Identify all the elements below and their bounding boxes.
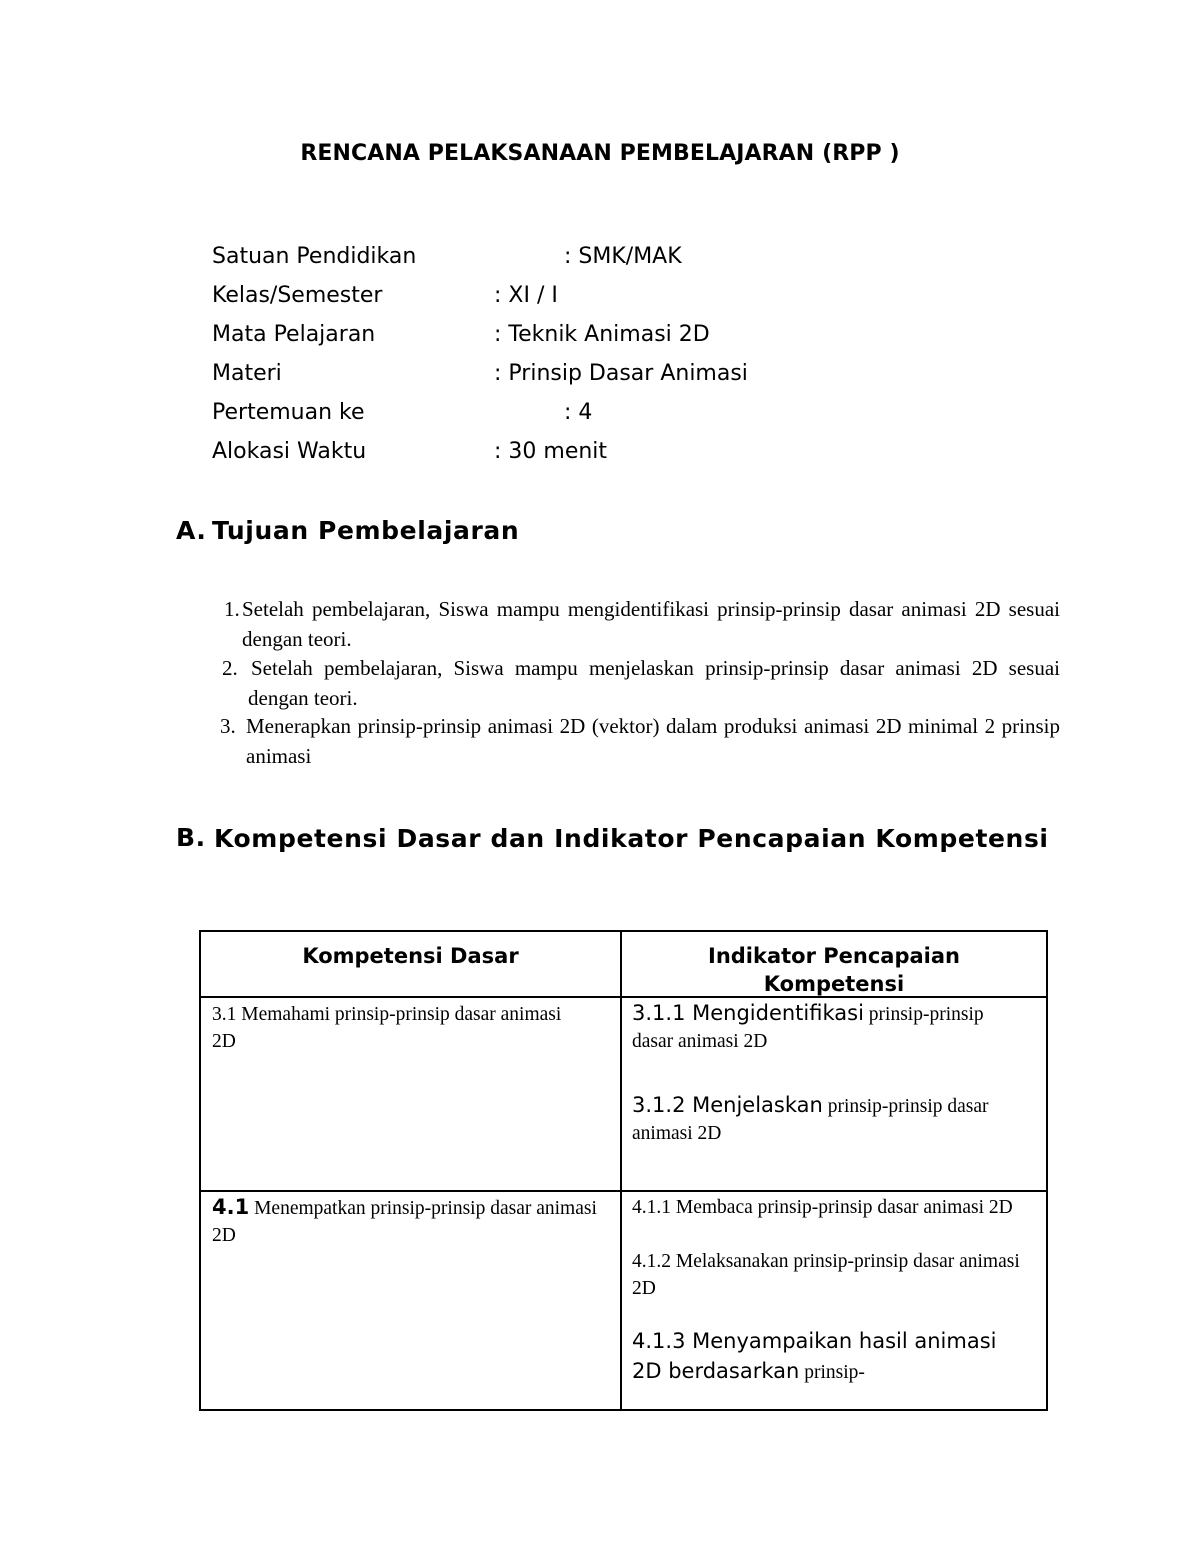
table-border-right xyxy=(1046,930,1048,1411)
objective-item xyxy=(218,654,1060,713)
indicator-item: 4.1.2 Melaksanakan prinsip-prinsip dasar animasi 2D xyxy=(632,1251,1020,1299)
indicator-item xyxy=(632,1000,1012,1055)
indicator-code: 3.1.2 Menjelaskan xyxy=(632,1093,823,1117)
table-header-kd: Kompetensi Dasar xyxy=(302,944,519,968)
kd-text: Menempatkan prinsip-prinsip dasar animasi 2D xyxy=(212,1198,597,1246)
identity-label: Kelas/Semester xyxy=(212,283,383,308)
indicator-item: 4.1.1 Membaca prinsip-prinsip dasar animasi 2D xyxy=(632,1197,1013,1218)
section-letter: A. xyxy=(176,516,207,545)
document-title: RENCANA PELAKSANAAN PEMBELAJARAN (RPP ) xyxy=(300,141,900,166)
row2-kd-cell xyxy=(212,1194,597,1249)
objective-text: Setelah pembelajaran, Siswa mampu mengidentifikasi prinsip-prinsip dasar animasi 2D sesuai dengan teori. xyxy=(242,597,1060,651)
objective-item xyxy=(218,595,1060,654)
objective-text: Menerapkan prinsip-prinsip animasi 2D (vektor) dalam produksi animasi 2D minimal 2 prinsip animasi xyxy=(246,714,1060,768)
identity-label: Pertemuan ke xyxy=(212,400,365,425)
row1-kd-cell: 3.1 Memahami prinsip-prinsip dasar animasi 2D xyxy=(212,1004,562,1052)
indicator-code: 3.1.1 Mengidentifikasi xyxy=(632,1001,864,1025)
identity-label: Satuan Pendidikan xyxy=(212,244,417,269)
indicator-item xyxy=(632,1092,1012,1147)
section-letter: B. xyxy=(176,823,206,852)
row2-indicators-cell xyxy=(632,1194,1032,1387)
objective-number: 1. xyxy=(224,597,240,621)
identity-value: : SMK/MAK xyxy=(564,244,682,269)
identity-label: Materi xyxy=(212,361,282,386)
indicator-text: prinsip-prinsip dasar animasi 2D xyxy=(632,1004,984,1052)
identity-value: : XI / I xyxy=(494,283,558,308)
identity-value: : 30 menit xyxy=(494,439,608,464)
indicator-text: prinsip-prinsip dasar animasi 2D xyxy=(632,1096,989,1144)
table-border-row xyxy=(199,1190,1048,1192)
identity-label: Mata Pelajaran xyxy=(212,322,376,347)
kd-number: 4.1 xyxy=(212,1195,250,1219)
identity-label: Alokasi Waktu xyxy=(212,439,367,464)
objective-text: Setelah pembelajaran, Siswa mampu menjelaskan prinsip-prinsip dasar animasi 2D sesuai dengan teori. xyxy=(248,656,1060,710)
objective-number: 2. xyxy=(222,656,238,680)
table-border-left xyxy=(199,930,201,1411)
objective-number: 3. xyxy=(220,714,236,738)
indicator-item xyxy=(632,1327,1032,1387)
identity-value: : Prinsip Dasar Animasi xyxy=(494,361,748,386)
identity-value: : 4 xyxy=(564,400,593,425)
table-border-top xyxy=(199,930,1048,932)
section-b-heading: Kompetensi Dasar dan Indikator Pencapaian Kompetensi xyxy=(214,824,1049,853)
identity-value: : Teknik Animasi 2D xyxy=(494,322,710,347)
table-border-bottom xyxy=(199,1409,1048,1411)
table-header-indikator: Indikator Pencapaian Kompetensi xyxy=(708,944,960,996)
section-title: Tujuan Pembelajaran xyxy=(212,516,520,545)
table-border-middle xyxy=(620,930,622,1411)
indicator-text: prinsip- xyxy=(799,1362,865,1383)
objective-item xyxy=(218,712,1060,771)
indicator-code: 4.1.3 Menyampaikan hasil animasi 2D berdasarkan xyxy=(632,1329,997,1383)
row1-indicators-cell xyxy=(632,1000,1012,1147)
